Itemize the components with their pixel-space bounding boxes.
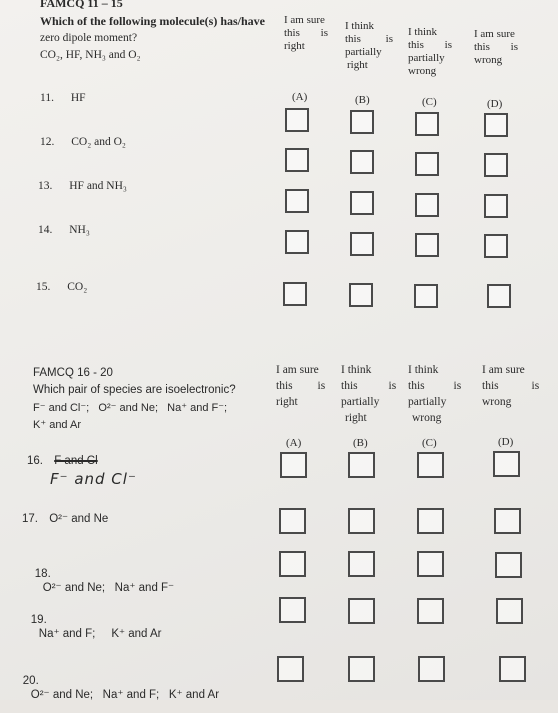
s2-opt-a-h4: right — [276, 396, 298, 408]
q17-text: O²⁻ and Ne — [49, 513, 109, 525]
s2-opt-b-h4: partially — [341, 396, 380, 408]
s2-opt-b-h3: is — [388, 380, 397, 392]
q13-num: 13. — [38, 180, 53, 192]
s2-opt-d-h4: wrong — [482, 396, 512, 408]
section1-question-line1: Which of the following molecule(s) has/have — [40, 14, 265, 28]
s1-opt-a-h4: right — [284, 40, 305, 52]
q16 — [27, 455, 98, 467]
q16-num: 16. — [27, 455, 43, 467]
q14-text: NH₃ — [69, 224, 90, 236]
q11-option-d-checkbox[interactable] — [484, 113, 508, 137]
q18-option-b-checkbox[interactable] — [348, 551, 375, 577]
q18-text: O²⁻ and Ne; Na⁺ and F⁻ — [42, 582, 175, 594]
q17-num: 17. — [22, 513, 38, 525]
q13-option-b-checkbox[interactable] — [350, 191, 374, 215]
q18-option-d-checkbox[interactable] — [495, 552, 522, 578]
q15-num: 15. — [36, 281, 51, 293]
q19-option-d-checkbox[interactable] — [496, 598, 523, 624]
q11-num: 11. — [40, 92, 54, 104]
s2-opt-c-h1: I think — [408, 364, 439, 376]
q12-option-d-checkbox[interactable] — [484, 153, 508, 177]
s1-opt-c-h1: I think — [408, 26, 438, 38]
s1-opt-b-h4: partially — [345, 46, 382, 58]
q11-text: HF — [70, 92, 86, 104]
q13-option-c-checkbox[interactable] — [415, 193, 439, 217]
q13-option-a-checkbox[interactable] — [285, 189, 309, 213]
q12-option-c-checkbox[interactable] — [415, 152, 439, 176]
q15-option-d-checkbox[interactable] — [487, 284, 511, 308]
q18-option-c-checkbox[interactable] — [417, 551, 444, 577]
s2-label-a: (A) — [286, 437, 302, 449]
q14-option-b-checkbox[interactable] — [350, 232, 374, 256]
q15-option-a-checkbox[interactable] — [283, 282, 307, 306]
s1-opt-b-header — [345, 20, 393, 72]
s2-opt-c-h3: is — [453, 380, 462, 392]
q18-num: 18. — [34, 568, 51, 580]
q14-option-a-checkbox[interactable] — [285, 230, 309, 254]
q12-num: 12. — [40, 136, 55, 148]
s1-opt-c-h4: partially — [408, 52, 445, 64]
q20-text: O²⁻ and Ne; Na⁺ and F; K⁺ and Ar — [30, 689, 220, 701]
q13-option-d-checkbox[interactable] — [484, 194, 508, 218]
section2-title: FAMCQ 16 - 20 — [33, 367, 113, 379]
q16-option-b-checkbox[interactable] — [348, 452, 375, 478]
s1-label-c: (C) — [422, 96, 437, 108]
s1-opt-d-header — [474, 28, 518, 67]
q19 — [18, 602, 162, 652]
section2-line2: F⁻ and Cl⁻; O²⁻ and Ne; Na⁺ and F⁻; — [33, 402, 228, 414]
s2-opt-b-h2: this — [341, 380, 358, 392]
s2-opt-b-h5: right — [345, 412, 367, 424]
q14-num: 14. — [38, 224, 53, 236]
section2-question: Which pair of species are isoelectronic? — [33, 384, 236, 396]
s2-opt-d-h1: I am sure — [482, 364, 525, 376]
q20 — [10, 663, 219, 713]
q19-text: Na⁺ and F; K⁺ and Ar — [38, 628, 162, 640]
q16-text-struck: F and Cl — [54, 455, 98, 467]
s1-opt-c-h3: is — [444, 39, 452, 51]
section1-title: FAMCQ 11 – 15 — [40, 0, 123, 10]
q11 — [40, 92, 86, 104]
s2-opt-c-h2: this — [408, 380, 425, 392]
s2-opt-b-h1: I think — [341, 364, 372, 376]
q20-num: 20. — [22, 675, 39, 687]
q16-handwritten-answer: F⁻ and Cl⁻ — [50, 470, 137, 488]
section1-question-line2: zero dipole moment? — [40, 32, 138, 44]
q20-option-c-checkbox[interactable] — [418, 656, 445, 682]
q19-option-c-checkbox[interactable] — [417, 598, 444, 624]
s1-opt-d-h3: is — [510, 41, 518, 53]
s2-opt-d-h2: this — [482, 380, 499, 392]
s1-opt-d-h1: I am sure — [474, 28, 515, 40]
q13-text: HF and NH₃ — [69, 180, 127, 192]
q11-option-c-checkbox[interactable] — [415, 112, 439, 136]
s2-opt-c-header — [408, 362, 461, 426]
s1-opt-a-h1: I am sure — [284, 14, 325, 26]
s2-label-c: (C) — [422, 437, 437, 449]
s1-opt-b-h1: I think — [345, 20, 375, 32]
q12-option-b-checkbox[interactable] — [350, 150, 374, 174]
q19-option-a-checkbox[interactable] — [279, 597, 306, 623]
s2-label-b: (B) — [353, 437, 368, 449]
s1-opt-a-header — [284, 14, 328, 53]
q15-text: CO₂ — [67, 281, 88, 293]
s1-opt-c-h5: wrong — [408, 65, 437, 77]
s1-opt-c-header — [408, 26, 452, 78]
q18-option-a-checkbox[interactable] — [279, 551, 306, 577]
q17 — [22, 511, 108, 525]
s2-opt-d-h3: is — [531, 380, 540, 392]
q19-num: 19. — [30, 614, 47, 626]
q17-option-d-checkbox[interactable] — [494, 508, 521, 534]
q16-option-a-checkbox[interactable] — [280, 452, 307, 478]
q12-option-a-checkbox[interactable] — [285, 148, 309, 172]
q20-option-b-checkbox[interactable] — [348, 656, 375, 682]
s1-opt-d-h4: wrong — [474, 54, 503, 66]
q12 — [40, 136, 126, 148]
q19-option-b-checkbox[interactable] — [348, 598, 375, 624]
q13 — [38, 180, 127, 192]
s1-opt-a-h2: this — [284, 27, 300, 39]
section2-line3: K⁺ and Ar — [33, 419, 82, 431]
s1-opt-b-h2: this — [345, 33, 361, 45]
s2-opt-a-header — [276, 362, 325, 410]
q14-option-c-checkbox[interactable] — [415, 233, 439, 257]
q14-option-d-checkbox[interactable] — [484, 234, 508, 258]
s1-label-b: (B) — [355, 94, 370, 106]
q11-option-a-checkbox[interactable] — [285, 108, 309, 132]
s2-opt-a-h2: this — [276, 380, 293, 392]
s2-opt-c-h4: partially — [408, 396, 447, 408]
q17-option-a-checkbox[interactable] — [279, 508, 306, 534]
s1-opt-d-h2: this — [474, 41, 490, 53]
s1-label-d: (D) — [487, 98, 503, 110]
q16-option-c-checkbox[interactable] — [417, 452, 444, 478]
q18 — [22, 556, 174, 606]
section1-question-line3: CO₂, HF, NH₃ and O₂ — [40, 49, 141, 61]
q17-option-b-checkbox[interactable] — [348, 508, 375, 534]
q20-option-d-checkbox[interactable] — [499, 656, 526, 682]
s2-opt-a-h1: I am sure — [276, 364, 319, 376]
q12-text: CO₂ and O₂ — [71, 136, 126, 148]
q16-option-d-checkbox[interactable] — [493, 451, 520, 477]
s2-opt-a-h3: is — [317, 380, 326, 392]
q15-option-b-checkbox[interactable] — [349, 283, 373, 307]
s2-opt-d-header — [482, 362, 539, 410]
q15-option-c-checkbox[interactable] — [414, 284, 438, 308]
s1-opt-b-h5: right — [347, 59, 368, 71]
s1-opt-a-h3: is — [320, 27, 328, 39]
q11-option-b-checkbox[interactable] — [350, 110, 374, 134]
s2-opt-c-h5: wrong — [412, 412, 442, 424]
q15 — [36, 281, 87, 293]
q14 — [38, 224, 90, 236]
s1-label-a: (A) — [292, 91, 308, 103]
q20-option-a-checkbox[interactable] — [277, 656, 304, 682]
s1-opt-b-h3: is — [385, 33, 393, 45]
s2-opt-b-header — [341, 362, 396, 426]
q17-option-c-checkbox[interactable] — [417, 508, 444, 534]
s2-label-d: (D) — [498, 436, 514, 448]
s1-opt-c-h2: this — [408, 39, 424, 51]
